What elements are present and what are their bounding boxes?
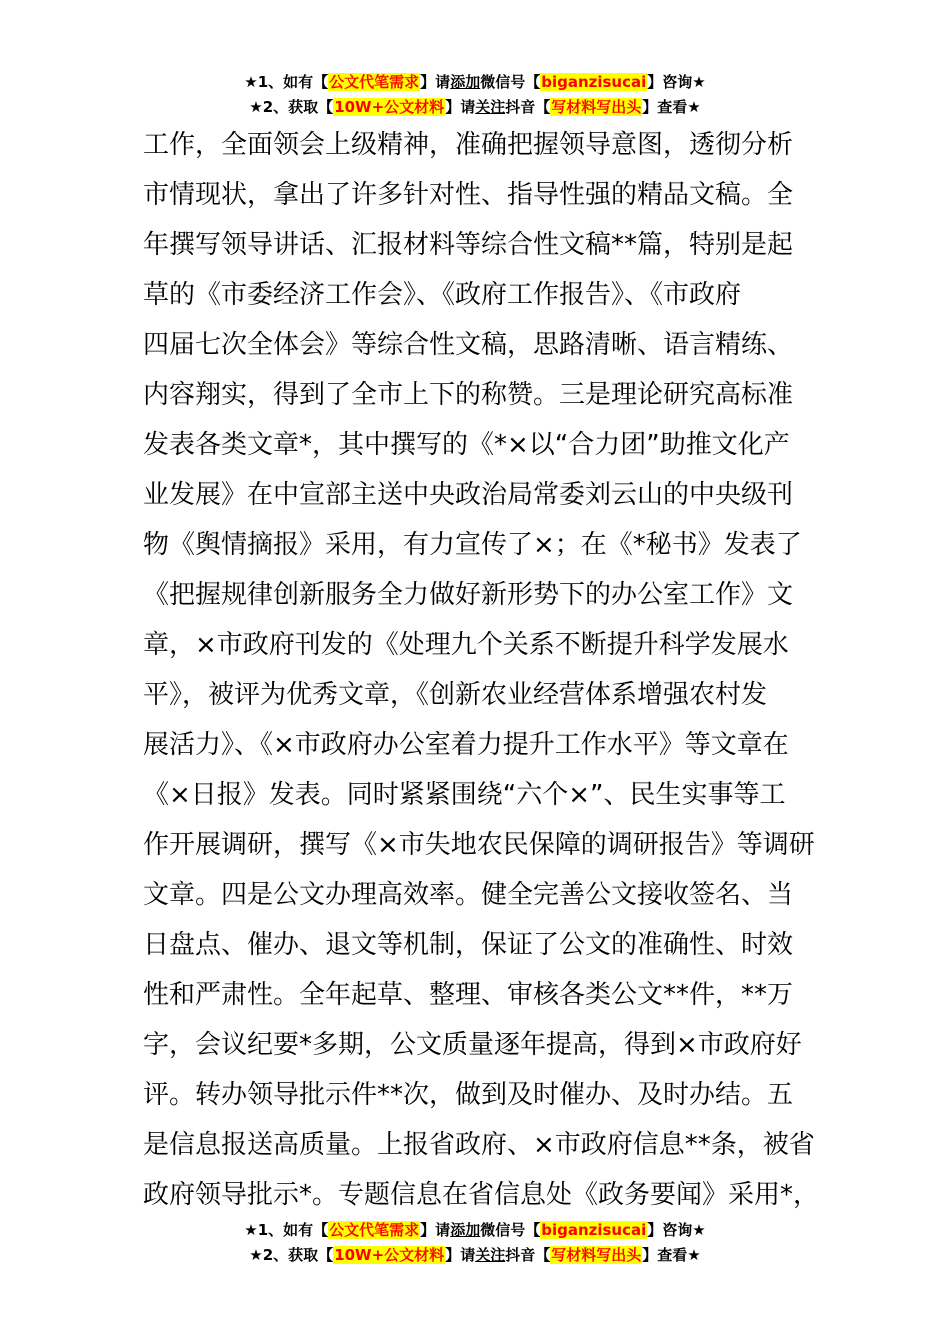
body-line: 作开展调研，撰写《×市失地农民保障的调研报告》等调研 [143, 830, 815, 860]
body-line: 平》，被评为优秀文章，《创新农业经营体系增强农村发 [143, 680, 768, 710]
banner-highlight: 公文代笔需求 [329, 1221, 420, 1239]
banner-line-2 [0, 1243, 950, 1268]
body-line: 字，会议纪要*多期，公文质量逐年提高，得到×市政府好 [143, 1030, 802, 1060]
banner-text: 微信号【 [480, 1221, 541, 1239]
body-line: 文章。四是公文办理高效率。健全完善公文接收签名、当 [143, 880, 794, 910]
footer-banner [0, 1218, 950, 1268]
body-line: 市情现状，拿出了许多针对性、指导性强的精品文稿。全 [143, 180, 794, 210]
banner-highlight: biganzisucai [541, 73, 647, 91]
banner-text: ★1、如有【 [244, 73, 329, 91]
header-banner [0, 70, 950, 120]
banner-highlight: 写材料写出头 [551, 1246, 642, 1264]
banner-underline: 关注 [475, 98, 506, 116]
body-line: 性和严肃性。全年起草、整理、审核各类公文**件，**万 [143, 980, 794, 1010]
banner-highlight: biganzisucai [541, 1221, 647, 1239]
body-line: 《×日报》发表。同时紧紧围绕“六个×”、民生实事等工 [143, 780, 786, 810]
body-line: 政府领导批示*。专题信息在省信息处《政务要闻》采用*， [143, 1180, 820, 1210]
banner-text: ★2、获取【 [249, 1246, 334, 1264]
banner-line-2 [0, 95, 950, 120]
body-line: 发表各类文章*，其中撰写的《*×以“合力团”助推文化产 [143, 430, 790, 460]
body-line: 年撰写领导讲话、汇报材料等综合性文稿**篇，特别是起 [143, 230, 794, 260]
banner-text: 】请 [445, 1246, 476, 1264]
body-line: 业发展》在中宣部主送中央政治局常委刘云山的中央级刊 [143, 480, 794, 510]
banner-highlight: 10W+公文材料 [334, 1246, 445, 1264]
banner-text: 】请 [445, 98, 476, 116]
banner-underline: 关注 [475, 1246, 506, 1264]
body-line: 章，×市政府刊发的《处理九个关系不断提升科学发展水 [143, 630, 789, 660]
banner-text: ★1、如有【 [244, 1221, 329, 1239]
banner-text: 抖音【 [505, 1246, 551, 1264]
body-line: 日盘点、催办、退文等机制，保证了公文的准确性、时效 [143, 930, 794, 960]
body-line: 物《舆情摘报》采用，有力宣传了×；在《*秘书》发表了 [143, 530, 802, 560]
banner-text: 抖音【 [505, 98, 551, 116]
body-line: 是信息报送高质量。上报省政府、×市政府信息**条，被省 [143, 1130, 815, 1160]
banner-text: 】查看★ [642, 1246, 701, 1264]
banner-underline: 添加 [450, 73, 481, 91]
banner-text: 微信号【 [480, 73, 541, 91]
banner-text: 】请 [420, 73, 451, 91]
document-body [143, 120, 843, 1220]
body-line: 评。转办领导批示件**次，做到及时催办、及时办结。五 [143, 1080, 794, 1110]
banner-text: 】查看★ [642, 98, 701, 116]
banner-highlight: 公文代笔需求 [329, 73, 420, 91]
banner-underline: 添加 [450, 1221, 481, 1239]
banner-line-1 [0, 1218, 950, 1243]
body-line: 展活力》、《×市政府办公室着力提升工作水平》等文章在 [143, 730, 789, 760]
banner-text: 】咨询★ [647, 1221, 706, 1239]
body-line: 工作，全面领会上级精神，准确把握领导意图，透彻分析 [143, 130, 794, 160]
body-line: 内容翔实，得到了全市上下的称赞。三是理论研究高标准 [143, 380, 794, 410]
banner-text: ★2、获取【 [249, 98, 334, 116]
body-line: 《把握规律创新服务全力做好新形势下的办公室工作》文 [143, 580, 794, 610]
banner-highlight: 写材料写出头 [551, 98, 642, 116]
banner-text: 】咨询★ [647, 73, 706, 91]
banner-line-1 [0, 70, 950, 95]
banner-text: 】请 [420, 1221, 451, 1239]
body-line: 草的《市委经济工作会》、《政府工作报告》、《市政府 [143, 280, 742, 310]
body-line: 四届七次全体会》等综合性文稿，思路清晰、语言精练、 [143, 330, 794, 360]
banner-highlight: 10W+公文材料 [334, 98, 445, 116]
